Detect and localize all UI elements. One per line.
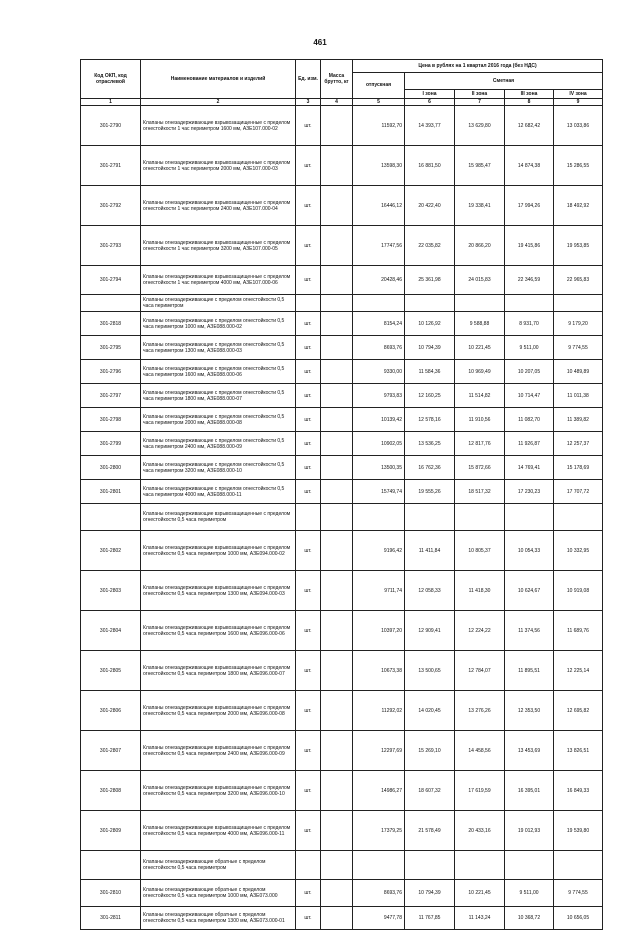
mass-cell	[321, 880, 353, 907]
table-row	[81, 571, 603, 611]
zone4-price: 12 695,82	[554, 691, 603, 731]
zone1-price: 12 578,16	[405, 408, 455, 432]
zone4-price: 18 492,92	[554, 186, 603, 226]
unit-cell: шт.	[296, 771, 321, 811]
empty-cell	[353, 851, 405, 880]
zone2-price: 20 866,20	[455, 226, 505, 266]
col-number: 9	[554, 99, 603, 106]
zone3-price: 17 230,23	[505, 480, 554, 504]
table-row	[81, 408, 603, 432]
mass-cell	[321, 456, 353, 480]
zone4-price: 10 919,08	[554, 571, 603, 611]
code-cell: 301-2800	[81, 456, 141, 480]
zone4-price: 17 707,72	[554, 480, 603, 504]
code-cell: 301-2806	[81, 691, 141, 731]
zone3-price: 11 374,56	[505, 611, 554, 651]
header-release: отпускная	[353, 73, 405, 99]
name-cell: Клапаны огнезадерживающие обратные с пределом огнестойкости 0,5 часа периметром 1000 мм, АЗЕ073.000	[141, 880, 296, 907]
price-table	[80, 59, 603, 930]
col-number: 2	[141, 99, 296, 106]
mass-cell	[321, 480, 353, 504]
code-cell: 301-2796	[81, 360, 141, 384]
mass-cell	[321, 611, 353, 651]
name-cell: Клапаны огнезадерживающие взрывозащищенные с пределом огнестойкости 1 час периметром 3200 мм, АЗЕ107.000-05	[141, 226, 296, 266]
release-price: 12297,69	[353, 731, 405, 771]
table-row	[81, 146, 603, 186]
header-name: Наименование материалов и изделий	[141, 60, 296, 99]
empty-cell	[455, 295, 505, 312]
zone2-price: 13 629,80	[455, 106, 505, 146]
code-cell: 301-2804	[81, 611, 141, 651]
zone3-price: 12 682,42	[505, 106, 554, 146]
unit-cell: шт.	[296, 432, 321, 456]
empty-cell	[505, 295, 554, 312]
name-cell: Клапаны огнезадерживающие взрывозащищенные с пределом огнестойкости 0,5 часа периметром 3200 мм, АЗЕ096.000-10	[141, 771, 296, 811]
zone1-price: 11 411,84	[405, 531, 455, 571]
table-row	[81, 880, 603, 907]
name-cell: Клапаны огнезадерживающие взрывозащищенные с пределом огнестойкости 1 час периметром 1600 мм, АЗЕ107.000-02	[141, 106, 296, 146]
code-cell: 301-2807	[81, 731, 141, 771]
code-cell	[81, 295, 141, 312]
zone3-price: 10 624,67	[505, 571, 554, 611]
code-cell: 301-2809	[81, 811, 141, 851]
name-cell: Клапаны огнезадерживающие с пределом огнестойкости 0,5 часа периметром 1600 мм, АЗЕ088.000-06	[141, 360, 296, 384]
header-row-1	[81, 60, 603, 73]
empty-cell	[296, 851, 321, 880]
empty-cell	[353, 504, 405, 531]
zone3-price: 8 931,70	[505, 312, 554, 336]
zone4-price: 16 849,33	[554, 771, 603, 811]
zone2-price: 19 338,41	[455, 186, 505, 226]
mass-cell	[321, 691, 353, 731]
name-cell: Клапаны огнезадерживающие взрывозащищенные с пределом огнестойкости 1 час периметром 2400 мм, АЗЕ107.000-04	[141, 186, 296, 226]
mass-cell	[321, 226, 353, 266]
table-row	[81, 771, 603, 811]
mass-cell	[321, 312, 353, 336]
release-price: 11592,70	[353, 106, 405, 146]
header-mass: Масса брутто, кг	[321, 60, 353, 99]
table-row	[81, 691, 603, 731]
zone3-price: 12 353,50	[505, 691, 554, 731]
zone3-price: 14 874,38	[505, 146, 554, 186]
unit-cell: шт.	[296, 312, 321, 336]
mass-cell	[321, 907, 353, 930]
zone4-price: 9 774,55	[554, 336, 603, 360]
zone3-price: 10 368,72	[505, 907, 554, 930]
zone1-price: 18 607,32	[405, 771, 455, 811]
code-cell: 301-2793	[81, 226, 141, 266]
header-unit: Ед. изм.	[296, 60, 321, 99]
zone1-price: 14 393,77	[405, 106, 455, 146]
code-cell: 301-2801	[81, 480, 141, 504]
unit-cell: шт.	[296, 106, 321, 146]
zone4-price: 13 826,51	[554, 731, 603, 771]
zone4-price: 12 257,37	[554, 432, 603, 456]
zone3-price: 10 054,33	[505, 531, 554, 571]
page-number: 461	[313, 38, 327, 47]
code-cell: 301-2794	[81, 266, 141, 295]
release-price: 13598,30	[353, 146, 405, 186]
release-price: 8693,76	[353, 336, 405, 360]
release-price: 17379,25	[353, 811, 405, 851]
zone1-price: 10 794,39	[405, 336, 455, 360]
zone1-price: 12 160,25	[405, 384, 455, 408]
zone3-price: 9 511,00	[505, 336, 554, 360]
table-row	[81, 384, 603, 408]
code-cell: 301-2792	[81, 186, 141, 226]
unit-cell: шт.	[296, 226, 321, 266]
table-row	[81, 186, 603, 226]
empty-cell	[554, 295, 603, 312]
mass-cell	[321, 408, 353, 432]
mass-cell	[321, 811, 353, 851]
col-number: 3	[296, 99, 321, 106]
zone2-price: 9 588,88	[455, 312, 505, 336]
release-price: 10902,05	[353, 432, 405, 456]
unit-cell: шт.	[296, 456, 321, 480]
mass-cell	[321, 266, 353, 295]
name-cell: Клапаны огнезадерживающие взрывозащищенные с пределом огнестойкости 0,5 часа периметром 2000 мм, АЗЕ096.000-08	[141, 691, 296, 731]
release-price: 11292,02	[353, 691, 405, 731]
zone1-price: 10 126,92	[405, 312, 455, 336]
zone2-price: 14 458,56	[455, 731, 505, 771]
unit-cell: шт.	[296, 360, 321, 384]
zone3-price: 19 012,93	[505, 811, 554, 851]
zone4-price: 22 965,83	[554, 266, 603, 295]
table-row	[81, 456, 603, 480]
empty-cell	[455, 504, 505, 531]
zone4-price: 12 225,14	[554, 651, 603, 691]
table-row	[81, 266, 603, 295]
zone2-price: 10 221,45	[455, 880, 505, 907]
unit-cell: шт.	[296, 186, 321, 226]
header-zone3: III зона	[505, 90, 554, 99]
section-row	[81, 295, 603, 312]
code-cell: 301-2805	[81, 651, 141, 691]
zone1-price: 12 058,33	[405, 571, 455, 611]
name-cell: Клапаны огнезадерживающие обратные с пределом огнестойкости 0,5 часа периметром 1300 мм, АЗЕ073.000-01	[141, 907, 296, 930]
mass-cell	[321, 771, 353, 811]
zone1-price: 14 020,45	[405, 691, 455, 731]
unit-cell: шт.	[296, 731, 321, 771]
col-number: 4	[321, 99, 353, 106]
name-cell: Клапаны огнезадерживающие с пределом огнестойкости 0,5 часа периметром 1800 мм, АЗЕ088.000-07	[141, 384, 296, 408]
mass-cell	[321, 186, 353, 226]
header-zone4: IV зона	[554, 90, 603, 99]
zone1-price: 13 500,65	[405, 651, 455, 691]
release-price: 10673,38	[353, 651, 405, 691]
release-price: 8154,24	[353, 312, 405, 336]
empty-cell	[505, 504, 554, 531]
section-title: Клапаны огнезадерживающие с пределом огнестойкости 0,5 часа периметром	[141, 295, 296, 312]
zone1-price: 25 361,98	[405, 266, 455, 295]
zone2-price: 12 784,07	[455, 651, 505, 691]
zone2-price: 11 143,24	[455, 907, 505, 930]
zone2-price: 10 969,49	[455, 360, 505, 384]
zone2-price: 13 276,26	[455, 691, 505, 731]
code-cell: 301-2791	[81, 146, 141, 186]
name-cell: Клапаны огнезадерживающие с пределом огнестойкости 0,5 часа периметром 2400 мм, АЗЕ088.000-09	[141, 432, 296, 456]
mass-cell	[321, 531, 353, 571]
table-row	[81, 651, 603, 691]
table-row	[81, 360, 603, 384]
col-number: 7	[455, 99, 505, 106]
release-price: 9196,42	[353, 531, 405, 571]
zone1-price: 15 269,10	[405, 731, 455, 771]
col-number: 1	[81, 99, 141, 106]
zone4-price: 10 489,89	[554, 360, 603, 384]
header-price: Цена в рублях на 1 квартал 2016 года (без НДС)	[353, 60, 603, 73]
release-price: 20428,46	[353, 266, 405, 295]
code-cell: 301-2808	[81, 771, 141, 811]
unit-cell: шт.	[296, 480, 321, 504]
section-row	[81, 504, 603, 531]
unit-cell: шт.	[296, 691, 321, 731]
code-cell: 301-2802	[81, 531, 141, 571]
mass-cell	[321, 106, 353, 146]
empty-cell	[405, 851, 455, 880]
header-estimate: Сметная	[405, 73, 603, 90]
unit-cell: шт.	[296, 336, 321, 360]
table-row	[81, 531, 603, 571]
zone2-price: 11 910,56	[455, 408, 505, 432]
name-cell: Клапаны огнезадерживающие взрывозащищенные с пределом огнестойкости 0,5 часа периметром 4000 мм, АЗЕ096.000-11	[141, 811, 296, 851]
zone2-price: 11 418,30	[455, 571, 505, 611]
release-price: 9477,78	[353, 907, 405, 930]
table-row	[81, 432, 603, 456]
header-code: Код ОКП, код отраслевой	[81, 60, 141, 99]
unit-cell: шт.	[296, 384, 321, 408]
unit-cell: шт.	[296, 651, 321, 691]
zone1-price: 13 536,25	[405, 432, 455, 456]
table-row	[81, 907, 603, 930]
code-cell: 301-2810	[81, 880, 141, 907]
name-cell: Клапаны огнезадерживающие с пределом огнестойкости 0,5 часа периметром 3200 мм, АЗЕ088.000-10	[141, 456, 296, 480]
zone2-price: 10 805,37	[455, 531, 505, 571]
zone1-price: 22 035,82	[405, 226, 455, 266]
table-row	[81, 480, 603, 504]
unit-cell: шт.	[296, 907, 321, 930]
release-price: 15749,74	[353, 480, 405, 504]
unit-cell: шт.	[296, 571, 321, 611]
mass-cell	[321, 360, 353, 384]
code-cell	[81, 851, 141, 880]
unit-cell: шт.	[296, 408, 321, 432]
zone4-price: 9 774,55	[554, 880, 603, 907]
name-cell: Клапаны огнезадерживающие взрывозащищенные с пределом огнестойкости 0,5 часа периметром 1600 мм, АЗЕ096.000-06	[141, 611, 296, 651]
empty-cell	[455, 851, 505, 880]
table-row	[81, 312, 603, 336]
table-row	[81, 226, 603, 266]
zone3-price: 22 346,59	[505, 266, 554, 295]
empty-cell	[554, 504, 603, 531]
section-title: Клапаны огнезадерживающие взрывозащищенные с пределом огнестойкости 0,5 часа периметром	[141, 504, 296, 531]
release-price: 9711,74	[353, 571, 405, 611]
mass-cell	[321, 651, 353, 691]
code-cell: 301-2799	[81, 432, 141, 456]
zone2-price: 24 015,83	[455, 266, 505, 295]
code-cell: 301-2803	[81, 571, 141, 611]
zone1-price: 19 555,26	[405, 480, 455, 504]
zone4-price: 10 332,95	[554, 531, 603, 571]
zone2-price: 18 517,32	[455, 480, 505, 504]
code-cell: 301-2795	[81, 336, 141, 360]
table-body	[81, 106, 603, 930]
zone4-price: 11 689,76	[554, 611, 603, 651]
mass-cell	[321, 146, 353, 186]
zone3-price: 9 511,00	[505, 880, 554, 907]
zone3-price: 17 994,26	[505, 186, 554, 226]
zone3-price: 11 895,51	[505, 651, 554, 691]
table-row	[81, 731, 603, 771]
name-cell: Клапаны огнезадерживающие с пределом огнестойкости 0,5 часа периметром 2000 мм, АЗЕ088.000-08	[141, 408, 296, 432]
zone2-price: 15 872,66	[455, 456, 505, 480]
table-row	[81, 611, 603, 651]
col-number: 5	[353, 99, 405, 106]
zone4-price: 15 286,55	[554, 146, 603, 186]
zone3-price: 13 453,69	[505, 731, 554, 771]
empty-cell	[405, 295, 455, 312]
empty-cell	[321, 504, 353, 531]
mass-cell	[321, 731, 353, 771]
mass-cell	[321, 432, 353, 456]
name-cell: Клапаны огнезадерживающие взрывозащищенные с пределом огнестойкости 1 час периметром 2000 мм, АЗЕ107.000-03	[141, 146, 296, 186]
zone1-price: 16 762,36	[405, 456, 455, 480]
unit-cell: шт.	[296, 146, 321, 186]
empty-cell	[353, 295, 405, 312]
empty-cell	[405, 504, 455, 531]
mass-cell	[321, 336, 353, 360]
header-zone1: I зона	[405, 90, 455, 99]
empty-cell	[505, 851, 554, 880]
zone2-price: 11 514,82	[455, 384, 505, 408]
table-row	[81, 336, 603, 360]
zone4-price: 15 178,69	[554, 456, 603, 480]
release-price: 10139,42	[353, 408, 405, 432]
release-price: 8693,76	[353, 880, 405, 907]
column-numbers-row	[81, 99, 603, 106]
section-title: Клапаны огнезадерживающие обратные с пределом огнестойкости 0,5 часа периметром	[141, 851, 296, 880]
empty-cell	[321, 851, 353, 880]
release-price: 13500,35	[353, 456, 405, 480]
name-cell: Клапаны огнезадерживающие взрывозащищенные с пределом огнестойкости 0,5 часа периметром 1800 мм, АЗЕ096.000-07	[141, 651, 296, 691]
zone2-price: 12 817,76	[455, 432, 505, 456]
code-cell: 301-2798	[81, 408, 141, 432]
col-number: 8	[505, 99, 554, 106]
release-price: 17747,56	[353, 226, 405, 266]
empty-cell	[296, 504, 321, 531]
zone1-price: 11 767,85	[405, 907, 455, 930]
zone3-price: 11 082,70	[505, 408, 554, 432]
code-cell: 301-2790	[81, 106, 141, 146]
empty-cell	[321, 295, 353, 312]
code-cell: 301-2818	[81, 312, 141, 336]
zone1-price: 16 881,50	[405, 146, 455, 186]
table-row	[81, 811, 603, 851]
release-price: 14986,27	[353, 771, 405, 811]
zone4-price: 19 539,80	[554, 811, 603, 851]
code-cell: 301-2811	[81, 907, 141, 930]
zone2-price: 10 221,45	[455, 336, 505, 360]
name-cell: Клапаны огнезадерживающие взрывозащищенные с пределом огнестойкости 0,5 часа периметром 1300 мм, АЗЕ094.000-03	[141, 571, 296, 611]
zone4-price: 13 033,86	[554, 106, 603, 146]
unit-cell: шт.	[296, 811, 321, 851]
zone4-price: 9 179,20	[554, 312, 603, 336]
unit-cell: шт.	[296, 880, 321, 907]
unit-cell: шт.	[296, 266, 321, 295]
zone3-price: 10 207,05	[505, 360, 554, 384]
release-price: 9330,00	[353, 360, 405, 384]
header-zone2: II зона	[455, 90, 505, 99]
zone2-price: 15 985,47	[455, 146, 505, 186]
code-cell: 301-2797	[81, 384, 141, 408]
zone1-price: 12 909,41	[405, 611, 455, 651]
zone1-price: 11 584,36	[405, 360, 455, 384]
zone4-price: 10 656,05	[554, 907, 603, 930]
zone4-price: 11 389,82	[554, 408, 603, 432]
zone3-price: 14 769,41	[505, 456, 554, 480]
name-cell: Клапаны огнезадерживающие взрывозащищенные с пределом огнестойкости 0,5 часа периметром 2400 мм, АЗЕ096.000-09	[141, 731, 296, 771]
release-price: 16446,12	[353, 186, 405, 226]
zone2-price: 20 433,16	[455, 811, 505, 851]
release-price: 10397,20	[353, 611, 405, 651]
zone1-price: 20 422,40	[405, 186, 455, 226]
zone4-price: 19 953,85	[554, 226, 603, 266]
mass-cell	[321, 384, 353, 408]
table-row	[81, 106, 603, 146]
name-cell: Клапаны огнезадерживающие с пределом огнестойкости 0,5 часа периметром 1000 мм, АЗЕ088.000-02	[141, 312, 296, 336]
section-row	[81, 851, 603, 880]
zone1-price: 21 578,49	[405, 811, 455, 851]
zone4-price: 11 011,38	[554, 384, 603, 408]
code-cell	[81, 504, 141, 531]
empty-cell	[296, 295, 321, 312]
release-price: 9793,83	[353, 384, 405, 408]
unit-cell: шт.	[296, 611, 321, 651]
zone2-price: 17 619,59	[455, 771, 505, 811]
unit-cell: шт.	[296, 531, 321, 571]
mass-cell	[321, 571, 353, 611]
zone3-price: 10 714,47	[505, 384, 554, 408]
empty-cell	[554, 851, 603, 880]
name-cell: Клапаны огнезадерживающие с пределом огнестойкости 0,5 часа периметром 4000 мм, АЗЕ088.000-11	[141, 480, 296, 504]
zone1-price: 10 794,39	[405, 880, 455, 907]
zone2-price: 12 224,22	[455, 611, 505, 651]
name-cell: Клапаны огнезадерживающие взрывозащищенные с пределом огнестойкости 1 час периметром 4000 мм, АЗЕ107.000-06	[141, 266, 296, 295]
zone3-price: 19 415,86	[505, 226, 554, 266]
zone3-price: 11 926,87	[505, 432, 554, 456]
name-cell: Клапаны огнезадерживающие с пределом огнестойкости 0,5 часа периметром 1300 мм, АЗЕ088.000-03	[141, 336, 296, 360]
zone3-price: 16 395,01	[505, 771, 554, 811]
name-cell: Клапаны огнезадерживающие взрывозащищенные с пределом огнестойкости 0,5 часа периметром 1000 мм, АЗЕ094.000-02	[141, 531, 296, 571]
col-number: 6	[405, 99, 455, 106]
